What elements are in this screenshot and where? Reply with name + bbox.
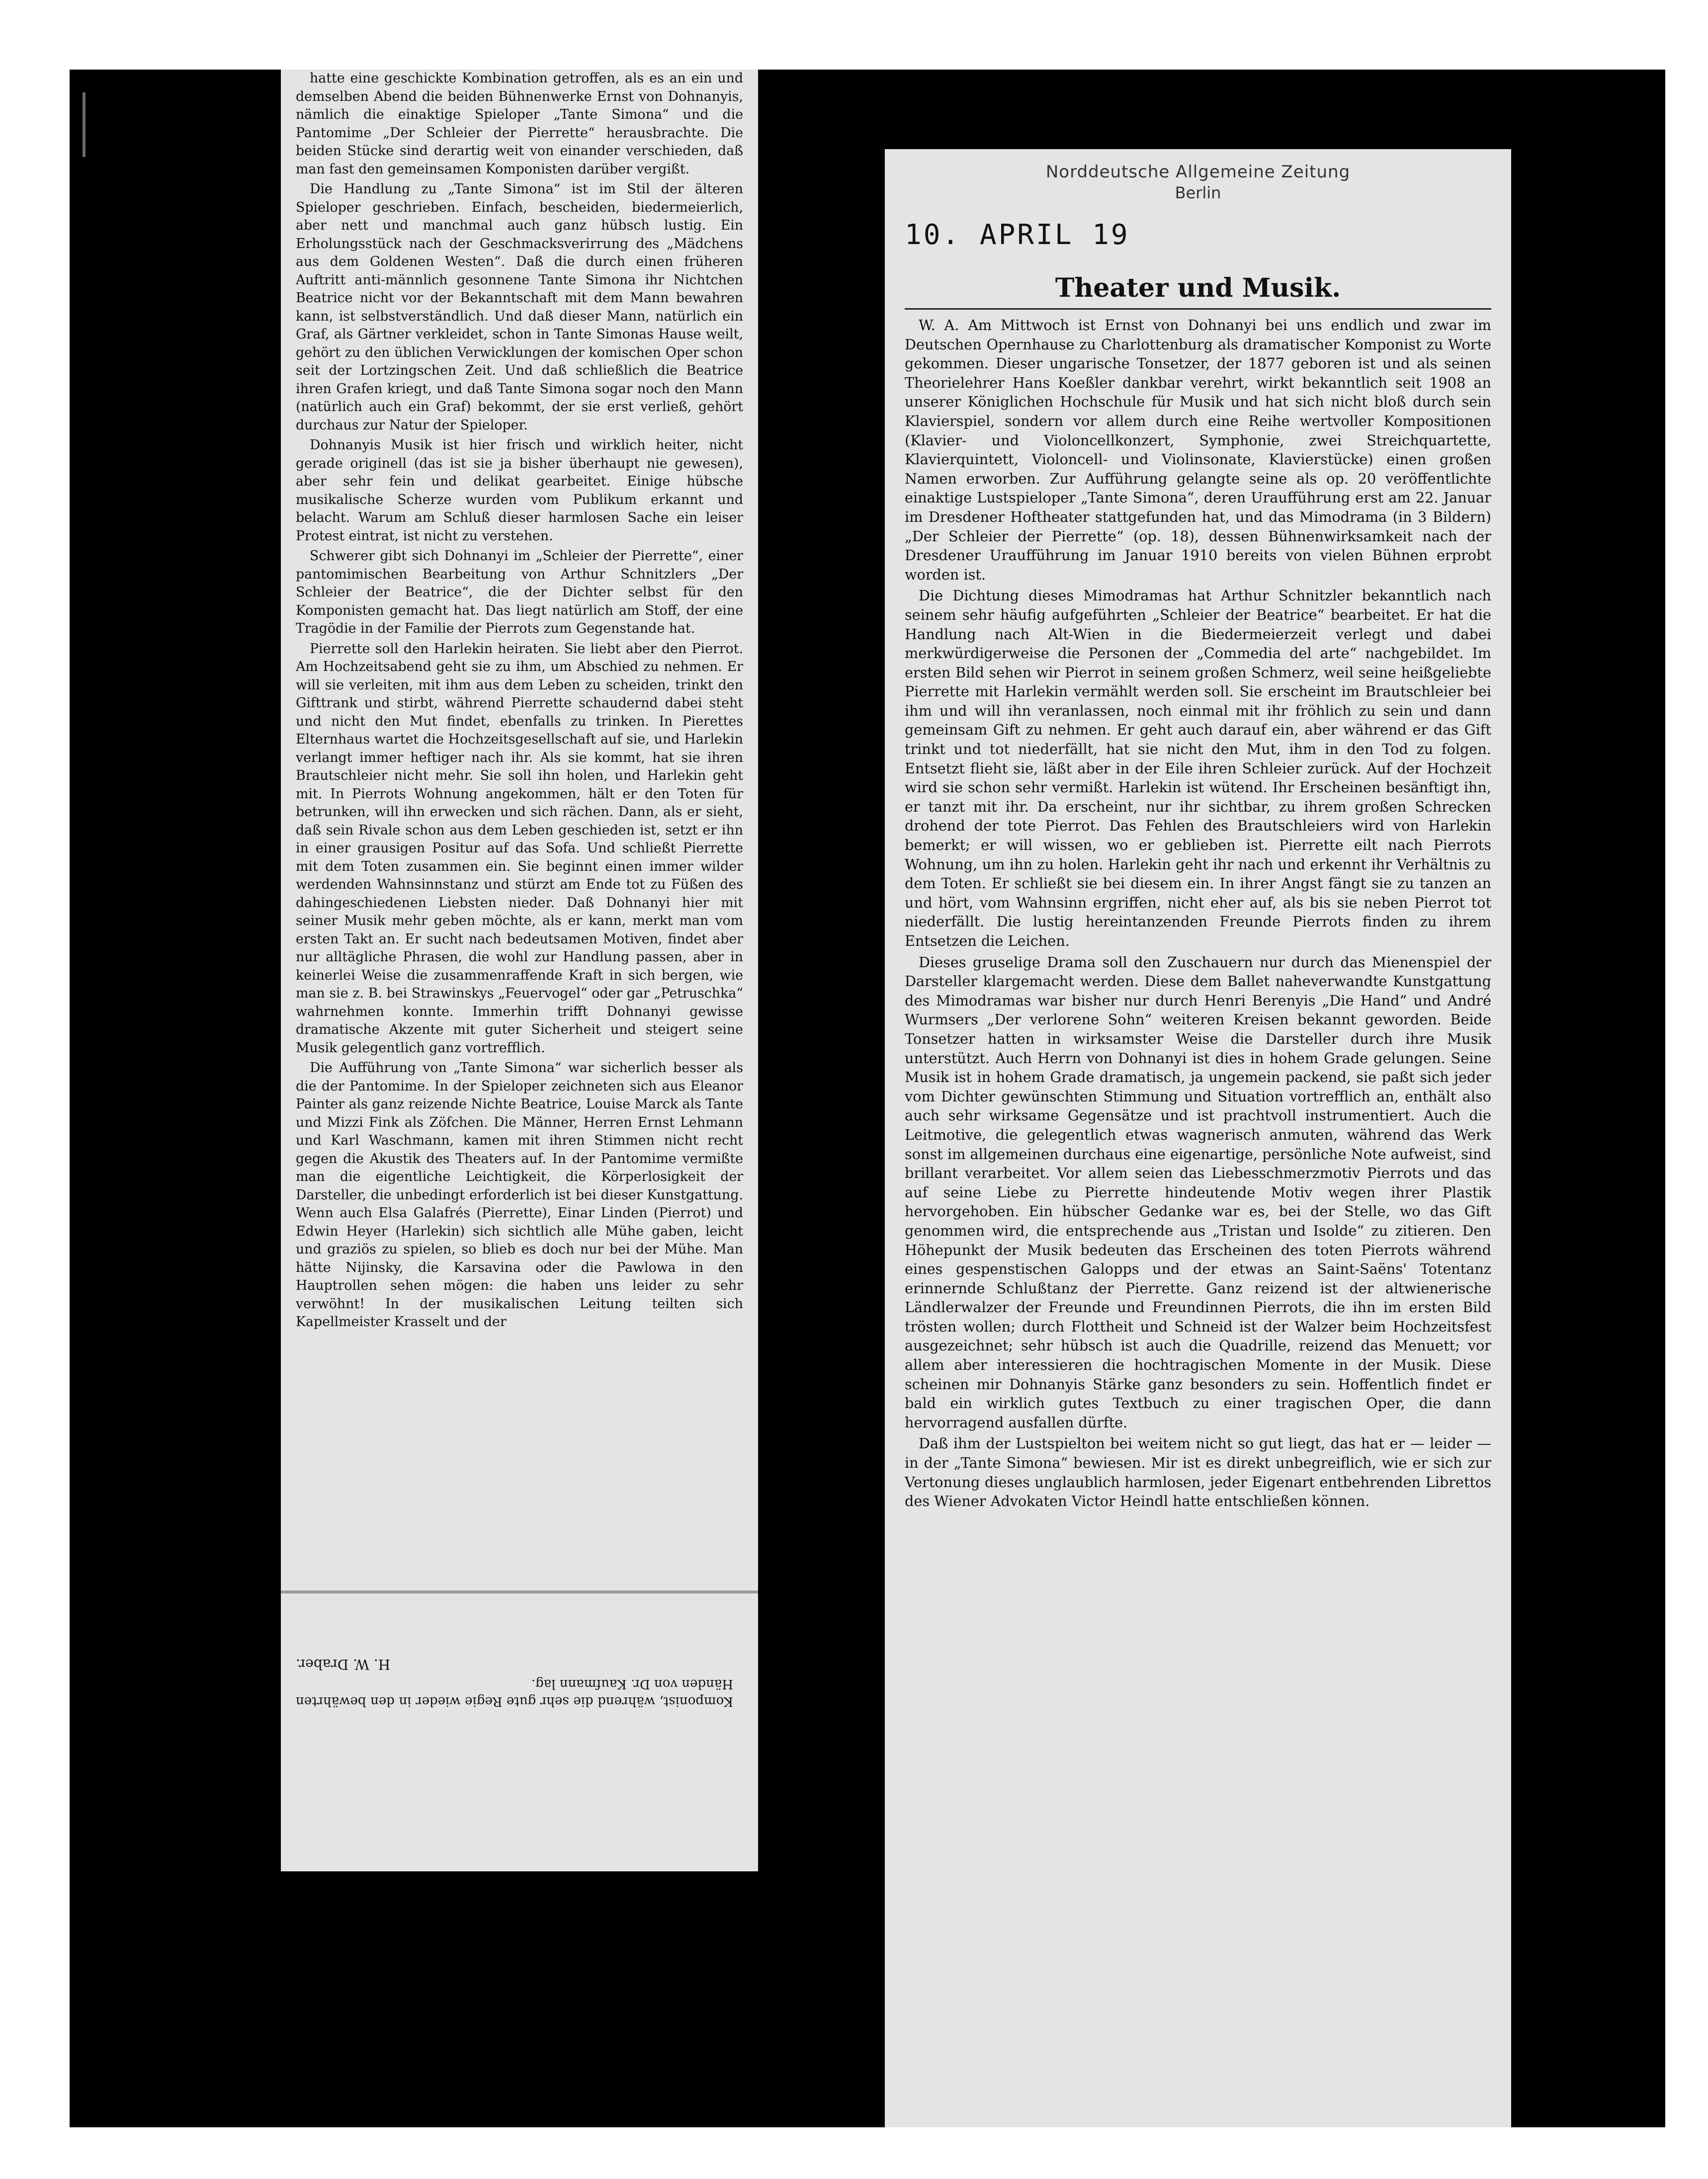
reversed-fragment-text: Komponist, während die sehr gute Regie wieder in den bewährten Händen von Dr. Kaufmann lag.	[296, 1676, 733, 1709]
right-clipping	[885, 149, 1511, 2127]
clipping-stamp	[905, 161, 1491, 203]
left-paragraph: Schwerer gibt sich Dohnanyi im „Schleier der Pierrette“, einer pantomimischen Bearbeitung von Arthur Schnitzlers „Der Schleier der Beatrice“, die der Dichter selbst für den Komponisten gemacht hat. Das liegt natürlich am Stoff, der eine Tragödie in der Familie der Pierrots zum Gegenstande hat.	[296, 548, 743, 636]
divider-line	[281, 1591, 758, 1593]
article-paragraph: W. A. Am Mittwoch ist Ernst von Dohnanyi bei uns endlich und zwar im Deutschen Opernhause zu Charlottenburg als dramatischer Komponist zu Worte gekommen. Dieser ungarische Tonsetzer, der 1877 geboren ist und als seinen Theorielehrer Hans Koeßler dankbar verehrt, wirkt bekanntlich seit 1908 an unserer Königlichen Hochschule für Musik und hat sich nicht bloß durch sein Klavierspiel, sondern vor allem durch eine Reihe wertvoller Kompositionen (Klavier- und Violoncellkonzert, Symphonie, zwei Streichquartette, Klavierquintett, Violoncell- und Violinsonate, Klavierstücke) einen großen Namen erworben. Zur Aufführung gelangte seine als op. 20 veröffentlichte einaktige Lustspieloper „Tante Simona“, deren Uraufführung erst am 22. Januar im Dresdener Hoftheater stattgefunden hat, und das Mimodrama (in 3 Bildern) „Der Schleier der Pierrette“ (op. 18), dessen Bühnenwirksamkeit nach der Dresdener Uraufführung im Januar 1910 bereits von vielen Bühnen erprobt worden ist.	[905, 317, 1491, 583]
article-paragraph: Dieses gruselige Drama soll den Zuschauern nur durch das Mienenspiel der Darsteller klargemacht werden. Diese dem Ballet naheverwandte Kunstgattung des Mimodramas war bisher nur durch Henri Berenyis „Die Hand“ und André Wurmsers „Der verlorene Sohn“ weiteren Kreisen bekannt geworden. Beide Tonsetzer hatten in wirksamster Weise die Darsteller durch ihre Musik unterstützt. Auch Herrn von Dohnanyi ist dies in hohem Grade gelungen. Seine Musik ist in hohem Grade dramatisch, ja ungemein packend, sie paßt sich jeder vom Dichter gewünschten Stimmung und Situation vortrefflich an, enthält also auch sehr wirksame Gegensätze und ist prachtvoll instrumentiert. Auch die Leitmotive, die gelegentlich etwas wagnerisch anmuten, während das Werk sonst im allgemeinen durchaus eine eigenartige, persönliche Note aufweist, sind brillant verarbeitet. Vor allem seien das Liebesschmerzmotiv Pierrots und das auf seine Liebe zu Pierrette hindeutende Motiv wegen ihrer Plastik hervorgehoben. Ein hübscher Gedanke war es, bei der Stelle, wo das Gift genommen wird, die entsprechende aus „Tristan und Isolde“ zu zitieren. Den Höhepunkt der Musik bedeuten das Erscheinen des toten Pierrots während eines gespenstischen Galopps und der etwas an Saint-Saëns' Totentanz erinnernde Schlußtanz der Pierrette. Ganz reizend ist der altwienerische Ländlerwalzer der Freunde und Freundinnen Pierrots, die ihn im ersten Bild trösten wollen; durch Flottheit und Schneid ist der Walzer beim Hochzeitsfest ausgezeichnet; sehr hübsch ist auch die Quadrille, reizend das Menuett; vor allem aber interessieren die hochtragischen Momente in der Musik. Diese scheinen mir Dohnanyis Stärke ganz besonders zu sein. Hoffentlich findet er bald ein wirklich gutes Textbuch zu einer tragischen Oper, die dann hervorragend ausfallen dürfte.	[905, 953, 1491, 1431]
scan-margin-mark	[83, 92, 85, 157]
left-paragraph: hatte eine geschickte Kombination getroffen, als es an ein und demselben Abend die beiden Bühnenwerke Ernst von Dohnanyis, nämlich die einaktige Spieloper „Tante Simona“ und die Pantomime „Der Schleier der Pierrette“ herausbrachte. Die beiden Stücke sind derartig weit von einander verschieden, daß man fast den gemeinsamen Komponisten darüber vergißt.	[296, 71, 743, 177]
left-paragraph: Dohnanyis Musik ist hier frisch und wirklich heiter, nicht gerade originell (das ist sie ja bisher überhaupt nie gewesen), aber sehr fein und delikat gearbeitet. Einige hübsche musikalische Scherze wurden vom Publikum erkannt und belacht. Warum am Schluß dieser harmlosen Sache ein leiser Protest eintrat, ist nicht zu verstehen.	[296, 437, 743, 544]
newspaper-city: Berlin	[1175, 183, 1221, 202]
reversed-fragment	[296, 1655, 733, 1710]
article-heading: Theater und Musik.	[1055, 273, 1341, 303]
article-column	[905, 161, 1491, 1513]
author-signature: H. W. Draber.	[296, 1656, 391, 1673]
heading-rule	[905, 308, 1491, 310]
left-paragraph: Die Handlung zu „Tante Simona“ ist im Stil der älteren Spieloper geschrieben. Einfach, bescheiden, biedermeierlich, aber nett und manchmal auch ganz hübsch lustig. Ein Erholungsstück nach der Geschmacksverirrung des „Mädchens aus dem Goldenen Westen“. Daß die durch einen früheren Auftritt anti-männlich gesonnene Tante Simona ihr Nichtchen Beatrice nicht vor der Bekanntschaft mit dem Mann bewahren kann, ist selbstverständlich. Und daß dieser Mann, natürlich ein Graf, als Gärtner verkleidet, schon in Tante Simonas Hause weilt, gehört zu den üblichen Verwicklungen der komischen Oper schon seit der Lortzingschen Zeit. Und daß schließlich die Beatrice ihren Grafen kriegt, und daß Tante Simona sogar noch den Mann (natürlich auch ein Graf) bekommt, der sie erst verließ, gehört durchaus zur Natur der Spieloper.	[296, 181, 743, 433]
left-paragraph: Pierrette soll den Harlekin heiraten. Sie liebt aber den Pierrot. Am Hochzeitsabend geht sie zu ihm, um Abschied zu nehmen. Er will sie verleiten, mit ihm aus dem Leben zu scheiden, trinkt den Gifttrank und stirbt, während Pierrette schaudernd dabei steht und nicht den Mut findet, ebenfalls zu trinken. In Pierettes Elternhaus wartet die Hochzeitsgesellschaft auf sie, und Harlekin verlangt immer heftiger nach ihr. Als sie kommt, hat sie ihren Brautschleier nicht mehr. Sie soll ihn holen, und Harlekin geht mit. In Pierrots Wohnung angekommen, hält er den Toten für betrunken, will ihn erwecken und sich rächen. Dann, als er sieht, daß sein Rivale schon aus dem Leben geschieden ist, setzt er ihn in einer grausigen Positur auf das Sofa. Und schließt Pierrette mit dem Toten zusammen ein. Sie beginnt einen immer wilder werdenden Wahnsinnstanz und stürzt am Ende tot zu Füßen des dahingeschiedenen Liebsten nieder. Daß Dohnanyi hier mit seiner Musik mehr geben möchte, als er kann, merkt man vom ersten Takt an. Er sucht nach bedeutsamen Motiven, findet aber nur alltägliche Phrasen, die wohl zur Handlung passen, aber in keinerlei Weise die zusammenraffende Kraft in sich bergen, wie man sie z. B. bei Strawinskys „Feuervogel“ oder gar „Petruschka“ wahrnehmen konnte. Immerhin trifft Dohnanyi gewisse dramatische Akzente mit guter Sicherheit und steigert seine Musik gelegentlich ganz vortrefflich.	[296, 641, 743, 1056]
left-clipping	[281, 70, 758, 1871]
article-paragraph: Daß ihm der Lustspielton bei weitem nicht so gut liegt, das hat er — leider — in der „Tante Simona“ bewiesen. Mir ist es direkt unbegreiflich, wie er sich zur Vertonung dieses unglaublich harmlosen, jeder Eigenart entbehrenden Librettos des Wiener Advokaten Victor Heindl hatte entschließen können.	[905, 1435, 1491, 1510]
left-paragraph: Die Aufführung von „Tante Simona“ war sicherlich besser als die der Pantomime. In der Spieloper zeichneten sich aus Eleanor Painter als ganz reizende Nichte Beatrice, Louise Marck als Tante und Mizzi Fink als Zöfchen. Die Männer, Herren Ernst Lehmann und Karl Waschmann, kamen mit ihren Stimmen nicht recht gegen die Akustik des Theaters auf. In der Pantomime vermißte man die eigentliche Leichtigkeit, die Körperlosigkeit der Darsteller, die unbedingt erforderlich ist bei dieser Kunstgattung. Wenn auch Elsa Galafrés (Pierrette), Einar Linden (Pierrot) und Edwin Heyer (Harlekin) sich sichtlich alle Mühe gaben, leicht und graziös zu spielen, so blieb es doch nur bei der Mühe. Man hätte Nijinsky, die Karsavina oder die Pawlowa in den Hauptrollen sehen mögen: die haben uns leider zu sehr verwöhnt! In der musikalischen Leitung teilten sich Kapellmeister Krasselt und der	[296, 1060, 743, 1330]
date-stamp: 10. APRIL 19	[905, 219, 1130, 251]
left-column-text	[296, 70, 743, 1334]
newspaper-name: Norddeutsche Allgemeine Zeitung	[1045, 162, 1351, 182]
article-paragraph: Die Dichtung dieses Mimodramas hat Arthur Schnitzler bekanntlich nach seinem sehr häufig aufgeführten „Schleier der Beatrice“ bearbeitet. Er hat die Handlung nach Alt-Wien in die Biedermeierzeit verlegt und dabei merkwürdigerweise die Personen der „Commedia del arte“ nachgebildet. Im ersten Bild sehen wir Pierrot in seinem großen Schmerz, weil seine heißgeliebte Pierrette mit Harlekin vermählt werden soll. Sie erscheint im Brautschleier bei ihm und will ihn veranlassen, noch einmal mit ihr fröhlich zu sein und dann gemeinsam Gift zu nehmen. Er geht auch darauf ein, aber während er das Gift trinkt und tot niederfällt, hat sie nicht den Mut, ihm in den Tod zu folgen. Entsetzt flieht sie, läßt aber in der Eile ihren Schleier zurück. Auf der Hochzeit wird sie schon sehr vermißt. Harlekin ist wütend. Ihr Erscheinen besänftigt ihn, er tanzt mit ihr. Da erscheint, nur ihr sichtbar, zu ihrem großen Schrecken drohend der tote Pierrot. Das Fehlen des Brautschleiers wird von Harlekin bemerkt; er will wissen, wo er geblieben ist. Pierrette eilt nach Pierrots Wohnung, um ihn zu holen. Harlekin geht ihr nach und erkennt ihr Verhältnis zu dem Toten. Er schließt sie bei diesem ein. In ihrer Angst fängt sie zu tanzen an und hört, vom Wahnsinn ergriffen, nicht eher auf, als bis sie neben Pierrot tot niederfällt. Die lustig hereintanzenden Freunde Pierrots finden zu ihrem Entsetzen die Leichen.	[905, 587, 1491, 949]
